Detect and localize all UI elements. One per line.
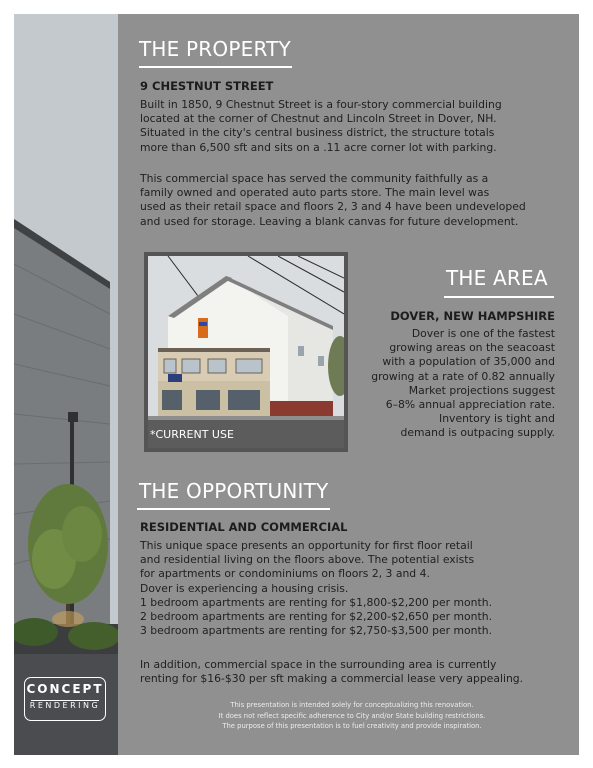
photo-caption: *CURRENT USE <box>150 428 234 441</box>
opportunity-heading-rule <box>137 508 330 510</box>
area-paragraph: Dover is one of the fastest growing areas on the seacoast with a population of 35,000 and growing at a rate of 0.82 annually Market projections suggest 6–8% annual appreciation rate. Inventory is tight and demand is outpacing supply. <box>371 327 555 440</box>
badge-line-1: CONCEPT <box>26 682 104 696</box>
concept-rendering-badge <box>24 677 106 721</box>
badge-line-2: RENDERING <box>29 701 101 710</box>
area-subheading: DOVER, NEW HAMPSHIRE <box>390 309 555 323</box>
opportunity-paragraph-2: In addition, commercial space in the surrounding area is currently renting for $16-$30 per sft making a commercial lease very appealing. <box>140 658 524 686</box>
area-heading: THE AREA <box>446 266 548 290</box>
property-subheading: 9 CHESTNUT STREET <box>140 79 274 93</box>
concept-rendering-photo <box>14 14 118 755</box>
property-paragraph-1: Built in 1850, 9 Chestnut Street is a four-story commercial building located at the corner of Chestnut and Lincoln Street in Dover, NH. Situated in the city's central business district, the structure totals more than 6,500 sft and sits on a .11 acre corner lot with parking. <box>140 98 502 154</box>
building-photo-illustration <box>148 256 344 448</box>
rendering-illustration <box>14 14 118 755</box>
property-heading-rule <box>139 66 292 68</box>
disclaimer: This presentation is intended solely for conceptualizing this renovation. It does not reflect specific adherence to City and/or State building restrictions. The purpose of this presentation is to fuel creativity and provide inspiration. <box>218 701 486 730</box>
property-paragraph-2: This commercial space has served the community faithfully as a family owned and operated auto parts store. The main level was used as their retail space and floors 2, 3 and 4 have been undeveloped and used for storage. Leaving a blank canvas for future development. <box>140 172 526 228</box>
area-heading-rule <box>444 296 554 298</box>
opportunity-paragraph-1: This unique space presents an opportunity for first floor retail and residential living on the floors above. The potential exists for apartments or condominiums on floors 2, 3 and 4. Dover is experiencing a housing crisis. 1 bedroom apartments are renting for $1,800-$2,200 per month. 2 bedroom apartments are renting for $2,200-$2,650 per month. 3 bedroom apartments are renting for $2,750-$3,500 per month. <box>140 539 493 638</box>
current-use-photo <box>144 252 348 452</box>
opportunity-subheading: RESIDENTIAL AND COMMERCIAL <box>140 520 348 534</box>
opportunity-heading: THE OPPORTUNITY <box>139 479 329 503</box>
property-heading: THE PROPERTY <box>139 37 291 61</box>
badge-divider <box>31 700 99 701</box>
